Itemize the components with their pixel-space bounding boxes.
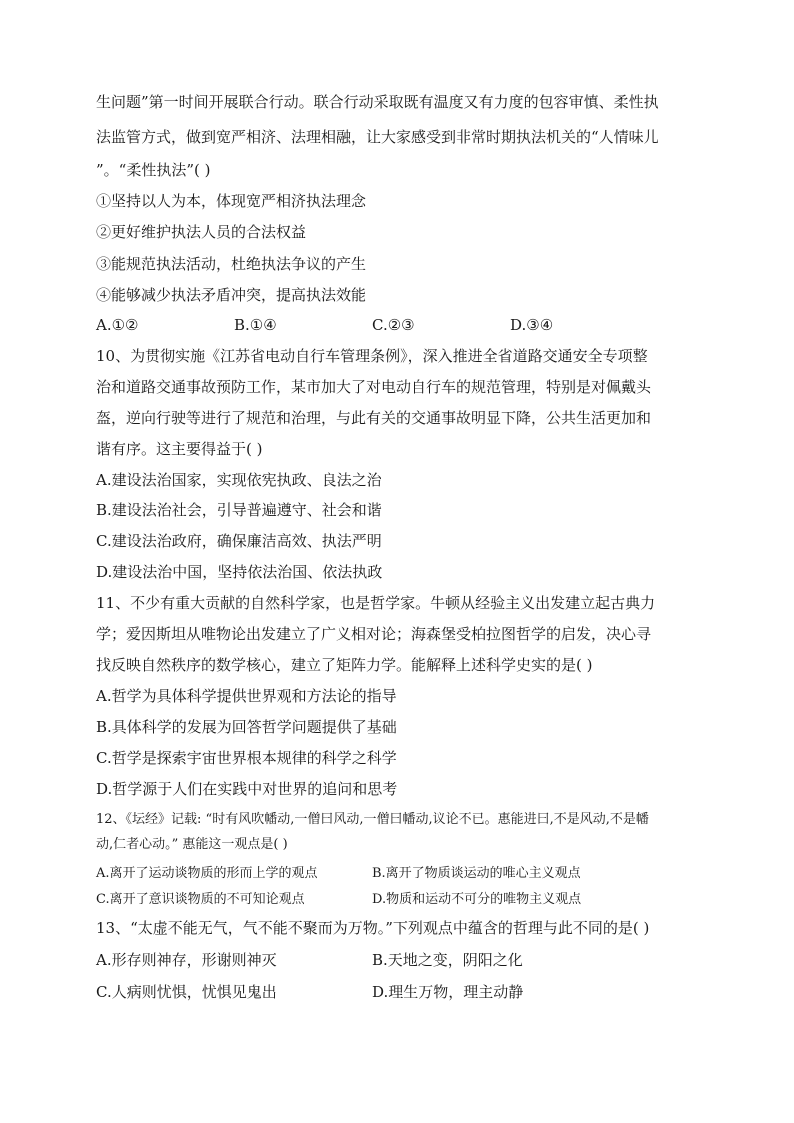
q9-item: ①坚持以人为本，体现宽严相济执法理念	[96, 192, 367, 210]
q10-stem-line: 治和道路交通事故预防工作，某市加大了对电动自行车的规范管理，特别是对佩戴头	[96, 378, 652, 396]
q10-stem-line: 谐有序。这主要得益于( )	[96, 440, 263, 458]
q12-option-d: D.物质和运动不可分的唯物主义观点	[372, 892, 582, 907]
q13-option-b: B.天地之变，阴阳之化	[372, 951, 523, 969]
q13-option-c: C.人病则忧惧，忧惧见鬼出	[96, 983, 277, 1001]
q10-stem-line: 10、为贯彻实施《江苏省电动自行车管理条例》，深入推进全省道路交通安全专项整	[96, 347, 648, 365]
q9-option-d: D.③④	[510, 316, 554, 334]
q10-option-c: C.建设法治政府，确保廉洁高效、执法严明	[96, 532, 382, 550]
q9-stem-line: 法监管方式，做到宽严相济、法理相融，让大家感受到非常时期执法机关的“人情味儿	[96, 128, 659, 146]
q9-stem-line: 生问题”第一时间开展联合行动。联合行动采取既有温度又有力度的包容审慎、柔性执	[96, 93, 659, 111]
q9-item: ②更好维护执法人员的合法权益	[96, 223, 307, 241]
q12-option-b: B.离开了物质谈运动的唯心主义观点	[372, 866, 581, 881]
q11-option-a: A.哲学为具体科学提供世界观和方法论的指导	[96, 687, 397, 705]
q11-stem-line: 11、不少有重大贡献的自然科学家，也是哲学家。牛顿从经验主义出发建立起古典力	[96, 594, 656, 612]
q11-option-d: D.哲学源于人们在实践中对世界的追问和思考	[96, 780, 398, 798]
q13-option-a: A.形存则神存，形谢则神灭	[96, 951, 277, 969]
q12-option-a: A.离开了运动谈物质的形而上学的观点	[96, 866, 318, 881]
q11-option-b: B.具体科学的发展为回答哲学问题提供了基础	[96, 718, 397, 736]
q13-stem-line: 13、“太虚不能无气，气不能不聚而为万物。”下列观点中蕴含的哲理与此不同的是( )	[96, 919, 650, 937]
q10-option-b: B.建设法治社会，引导普遍遵守、社会和谐	[96, 501, 382, 519]
q12-stem-line: 12、《坛经》记载: “时有风吹幡动,一僧曰风动,一僧曰幡动,议论不已。惠能进曰,不是风动,不是幡	[96, 812, 649, 827]
q9-option-c: C.②③	[372, 316, 415, 334]
q12-option-c: C.离开了意识谈物质的不可知论观点	[96, 892, 305, 907]
q10-stem-line: 盔，逆向行驶等进行了规范和治理，与此有关的交通事故明显下降，公共生活更加和	[96, 409, 652, 427]
q9-item: ③能规范执法活动，杜绝执法争议的产生	[96, 255, 367, 273]
q11-stem-line: 学；爱因斯坦从唯物论出发建立了广义相对论；海森堡受柏拉图哲学的启发，决心寻	[96, 625, 652, 643]
q9-option-a: A.①②	[96, 316, 139, 334]
q12-stem-line: 动,仁者心动。” 惠能这一观点是( )	[96, 837, 288, 852]
q10-option-a: A.建设法治国家，实现依宪执政、良法之治	[96, 471, 382, 489]
q10-option-d: D.建设法治中国，坚持依法治国、依法执政	[96, 563, 383, 581]
q11-stem-line: 找反映自然秩序的数学核心，建立了矩阵力学。能解释上述科学史实的是( )	[96, 656, 593, 674]
q9-item: ④能够减少执法矛盾冲突，提高执法效能	[96, 286, 367, 304]
q9-option-b: B.①④	[234, 316, 277, 334]
q13-option-d: D.理生万物，理主动静	[372, 983, 524, 1001]
q9-stem-line: ”。“柔性执法”( )	[96, 161, 211, 179]
q11-option-c: C.哲学是探索宇宙世界根本规律的科学之科学	[96, 749, 397, 767]
